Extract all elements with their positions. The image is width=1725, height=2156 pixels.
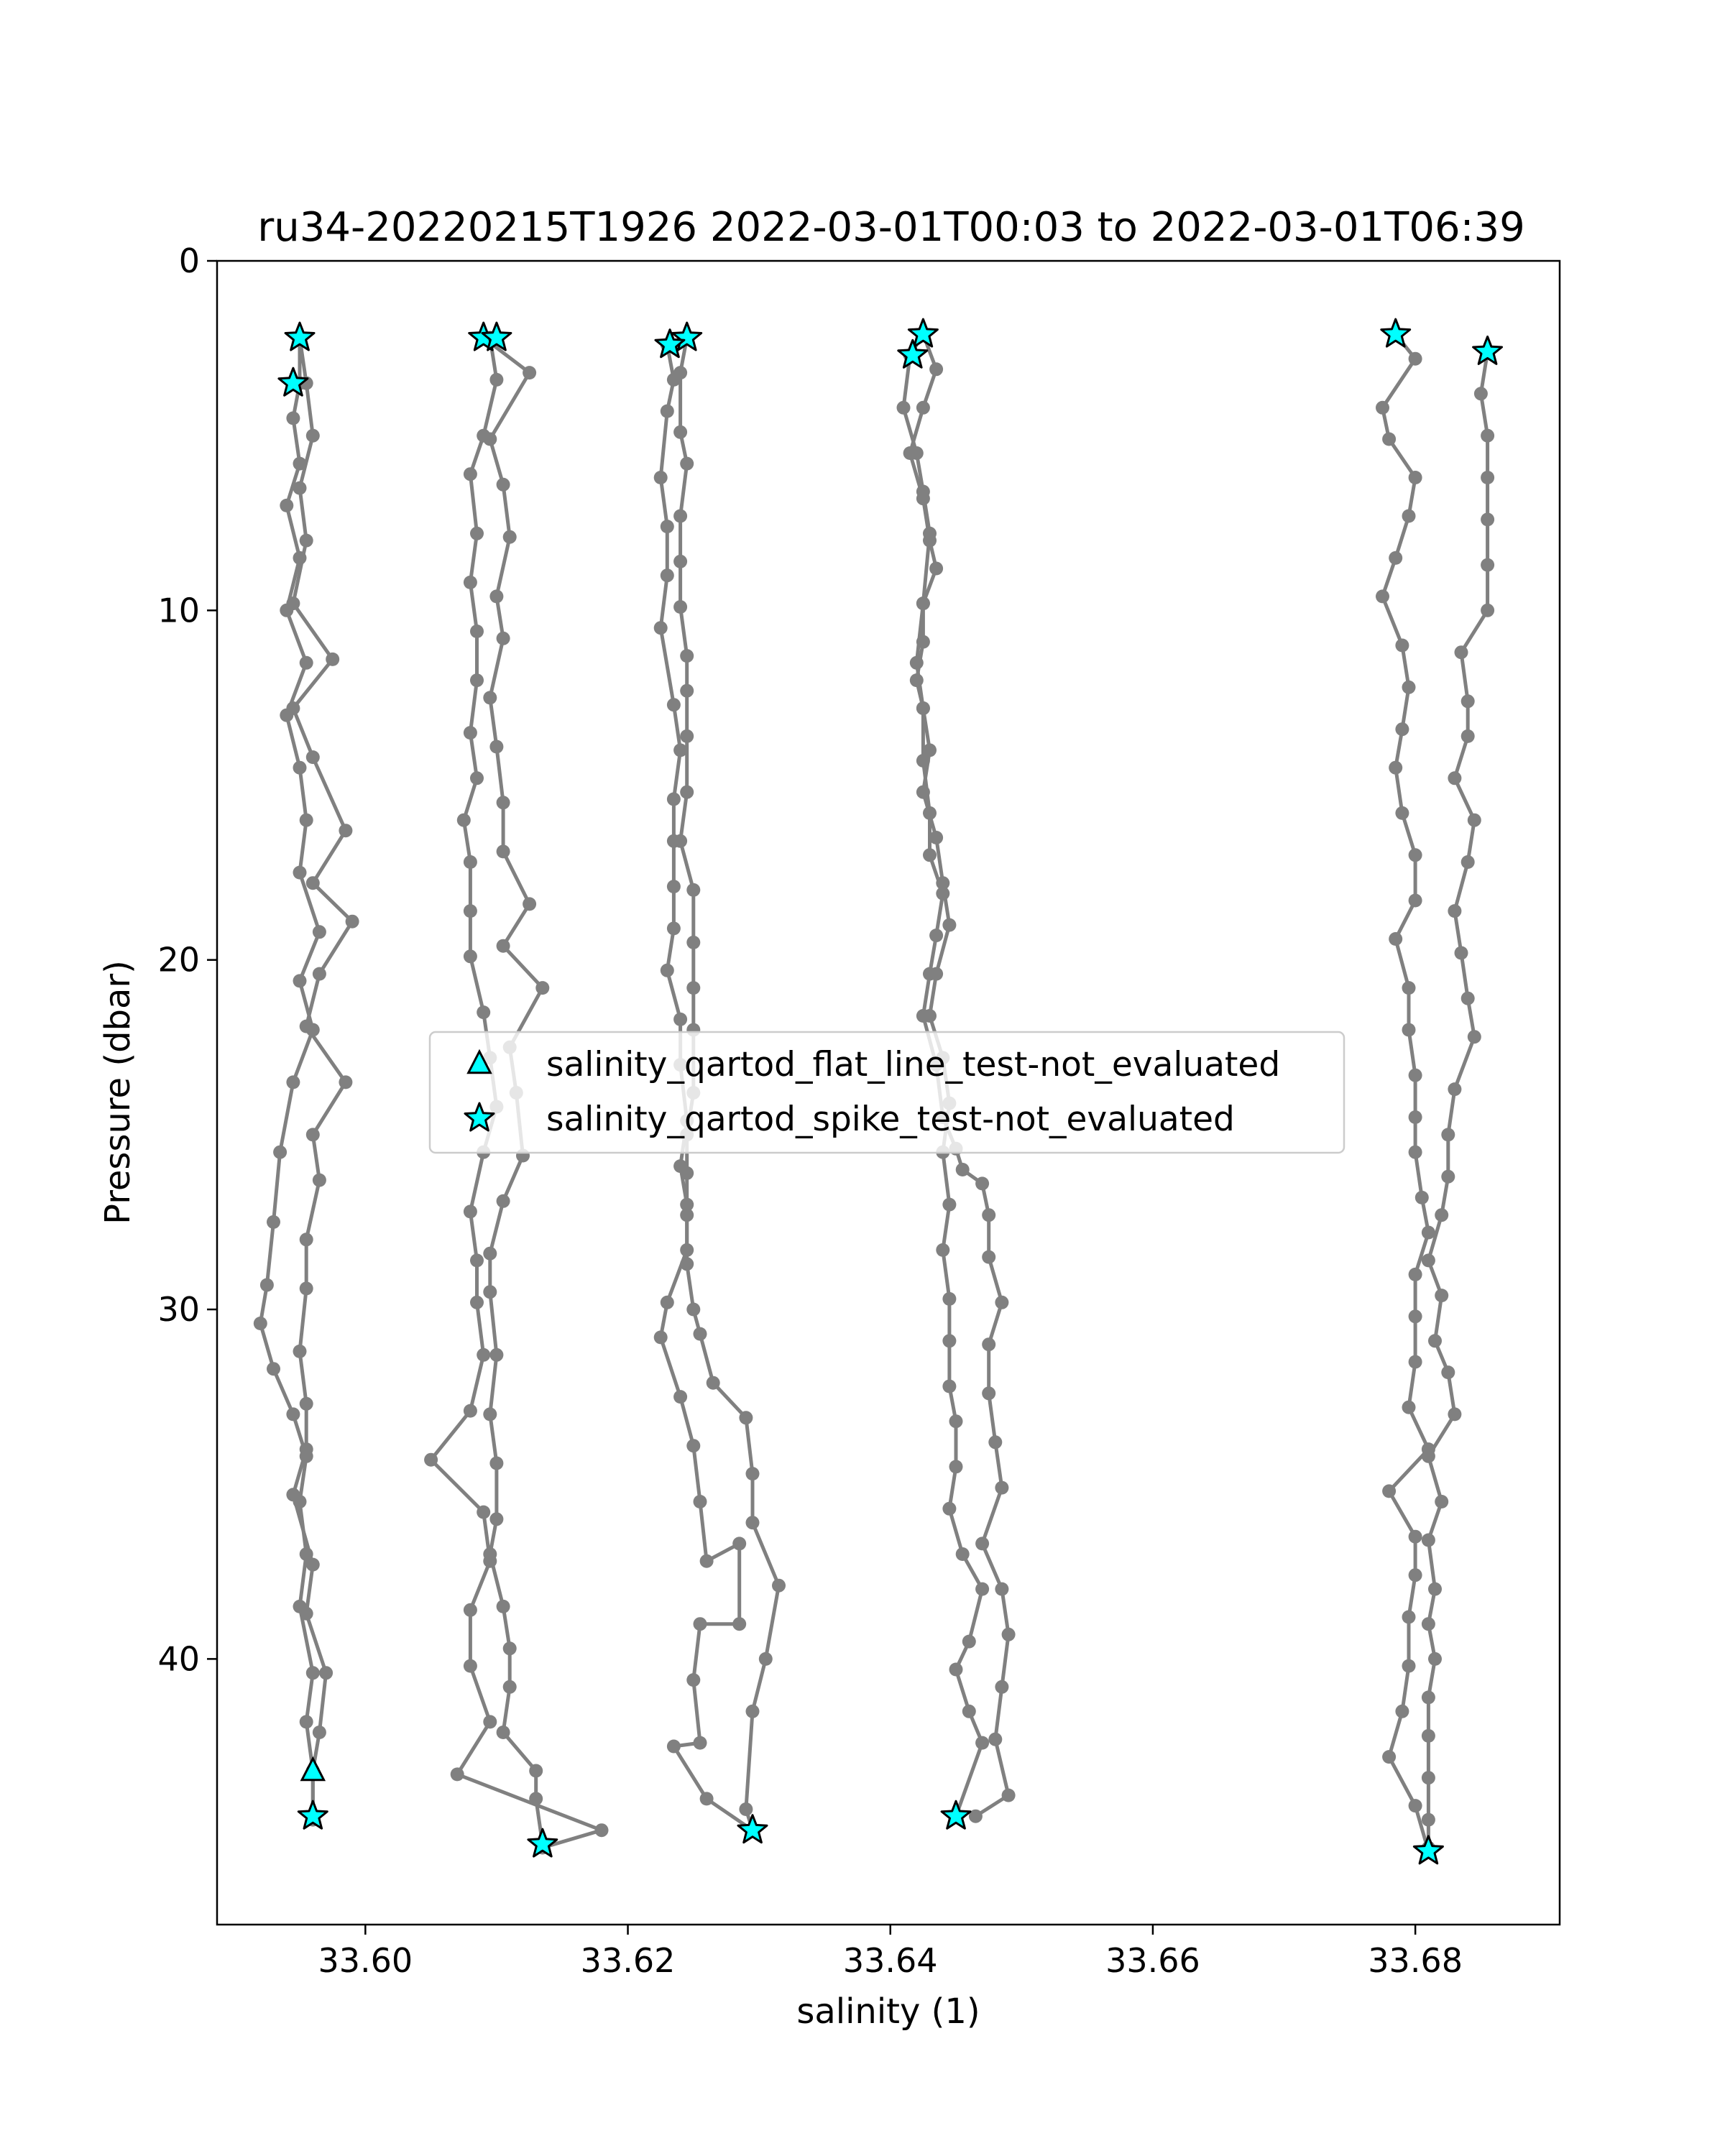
x-tick-label: 33.68: [1368, 1941, 1463, 1980]
profile-point: [929, 362, 943, 376]
profile-point: [988, 1435, 1002, 1449]
legend-label: salinity_qartod_spike_test-not_evaluated: [546, 1100, 1235, 1139]
profile-point: [1409, 848, 1422, 862]
profile-point: [1441, 1365, 1455, 1379]
profile-point: [523, 366, 536, 379]
profile-point: [673, 743, 687, 757]
profile-point: [686, 981, 700, 995]
profile-point: [1389, 551, 1402, 565]
profile-point: [732, 1617, 746, 1631]
profile-point: [497, 1600, 510, 1613]
profile-point: [923, 527, 937, 540]
profile-point: [982, 1337, 995, 1351]
profile-point: [746, 1705, 760, 1718]
profile-point: [1448, 1082, 1461, 1096]
profile-point: [300, 814, 313, 827]
profile-point: [300, 1020, 313, 1033]
profile-point: [1402, 1611, 1416, 1624]
profile-point: [477, 1506, 490, 1519]
profile-point: [982, 1208, 995, 1222]
profile-point: [1468, 814, 1481, 827]
profile-point: [300, 534, 313, 548]
profile-point: [680, 786, 694, 799]
profile-point: [464, 1404, 477, 1418]
profile-point: [680, 684, 694, 698]
profile-point: [936, 1243, 949, 1257]
profile-point: [1409, 1355, 1422, 1369]
profile-point: [739, 1411, 753, 1424]
profile-point: [464, 726, 477, 740]
profile-point: [667, 373, 681, 387]
profile-point: [667, 880, 681, 893]
profile-point: [1409, 1799, 1422, 1812]
profile-point: [483, 1407, 497, 1421]
profile-point: [694, 1327, 707, 1341]
profile-point: [929, 967, 943, 981]
profile-point: [267, 1362, 280, 1376]
profile-point: [1461, 729, 1475, 743]
profile-point: [424, 1453, 438, 1467]
profile-point: [497, 478, 510, 492]
profile-point: [1389, 932, 1402, 946]
profile-point: [286, 1488, 300, 1501]
profile-point: [300, 1607, 313, 1621]
profile-point: [286, 1075, 300, 1089]
profile-point: [523, 897, 536, 911]
profile-point: [680, 729, 694, 743]
profile-point: [497, 1194, 510, 1208]
y-tick-label: 0: [178, 241, 200, 280]
profile-point: [923, 743, 937, 757]
profile-point: [1435, 1289, 1448, 1302]
profile-point: [339, 824, 352, 837]
profile-point: [470, 673, 484, 687]
profile-point: [497, 632, 510, 645]
profile-point: [673, 1159, 687, 1173]
profile-point: [1395, 806, 1409, 820]
profile-point: [1382, 433, 1396, 446]
profile-point: [694, 1617, 707, 1631]
profile-point: [1422, 1813, 1435, 1827]
profile-point: [1481, 471, 1494, 484]
profile-point: [739, 1802, 753, 1816]
profile-point: [962, 1705, 976, 1718]
profile-point: [673, 1013, 687, 1026]
profile-point: [1402, 1401, 1416, 1414]
profile-point: [1481, 429, 1494, 443]
profile-point: [273, 1146, 287, 1159]
profile-point: [319, 1666, 333, 1680]
profile-point: [673, 600, 687, 614]
profile-point: [975, 1583, 989, 1596]
profile-point: [1402, 981, 1416, 995]
profile-point: [470, 527, 484, 540]
profile-point: [1455, 645, 1468, 659]
profile-point: [746, 1467, 760, 1480]
profile-point: [477, 1005, 490, 1019]
profile-point: [300, 656, 313, 670]
profile-point: [673, 1390, 687, 1404]
profile-point: [995, 1583, 1008, 1596]
profile-point: [529, 1764, 543, 1778]
profile-point: [995, 1481, 1008, 1495]
profile-point: [464, 949, 477, 963]
profile-point: [942, 918, 956, 932]
profile-point: [313, 967, 326, 981]
profile-point: [1402, 1023, 1416, 1037]
profile-point: [654, 471, 668, 484]
profile-point: [1002, 1789, 1016, 1802]
profile-point: [464, 1659, 477, 1673]
x-tick-label: 33.60: [318, 1941, 413, 1980]
y-tick-label: 20: [157, 940, 200, 980]
profile-point: [1461, 992, 1475, 1005]
profile-point: [982, 1386, 995, 1400]
profile-point: [661, 1296, 674, 1309]
profile-point: [1402, 1659, 1416, 1673]
profile-point: [680, 1243, 694, 1257]
profile-point: [942, 1502, 956, 1516]
profile-point: [1422, 1253, 1435, 1267]
profile-point: [1422, 1729, 1435, 1743]
profile-point: [975, 1537, 989, 1550]
profile-point: [470, 625, 484, 638]
profile-point: [686, 1303, 700, 1317]
profile-point: [1409, 1268, 1422, 1281]
profile-point: [464, 855, 477, 869]
profile-point: [661, 520, 674, 533]
profile-point: [300, 1442, 313, 1456]
profile-point: [1441, 1170, 1455, 1184]
profile-point: [306, 1128, 320, 1141]
x-tick-label: 33.64: [842, 1941, 938, 1980]
profile-point: [503, 530, 517, 544]
profile-point: [667, 834, 681, 848]
profile-point: [929, 831, 943, 844]
profile-point: [956, 1163, 970, 1176]
profile-point: [306, 1666, 320, 1680]
profile-point: [759, 1652, 773, 1666]
profile-point: [995, 1296, 1008, 1309]
profile-point: [936, 876, 949, 890]
profile-point: [1409, 1530, 1422, 1544]
profile-point: [1422, 1617, 1435, 1631]
profile-point: [535, 981, 549, 995]
profile-point: [483, 1715, 497, 1728]
profile-point: [680, 457, 694, 471]
profile-point: [1422, 1771, 1435, 1784]
profile-point: [916, 485, 930, 499]
profile-point: [300, 1281, 313, 1295]
profile-point: [962, 1635, 976, 1649]
profile-point: [503, 1680, 517, 1694]
profile-point: [772, 1579, 786, 1593]
profile-point: [942, 1292, 956, 1306]
profile-point: [746, 1516, 760, 1529]
legend-label: salinity_qartod_flat_line_test-not_evaluated: [546, 1045, 1281, 1084]
x-tick-label: 33.62: [580, 1941, 676, 1980]
profile-point: [1395, 639, 1409, 653]
profile-point: [1435, 1495, 1448, 1508]
profile-point: [470, 1253, 484, 1267]
profile-point: [1409, 894, 1422, 908]
profile-point: [1461, 694, 1475, 708]
profile-point: [286, 701, 300, 715]
profile-point: [1395, 1705, 1409, 1718]
profile-point: [260, 1279, 274, 1292]
profile-point: [1409, 471, 1422, 484]
profile-point: [923, 1009, 937, 1023]
profile-point: [1389, 761, 1402, 775]
profile-point: [483, 1285, 497, 1299]
profile-point: [673, 555, 687, 568]
profile-point: [667, 793, 681, 806]
profile-point: [464, 467, 477, 481]
profile-point: [661, 964, 674, 977]
profile-point: [1409, 1069, 1422, 1082]
profile-point: [1002, 1628, 1016, 1641]
profile-point: [1415, 1191, 1429, 1204]
profile-point: [942, 1334, 956, 1348]
legend-entry: [469, 1045, 1280, 1084]
profile-point: [916, 701, 930, 715]
profile-point: [942, 1380, 956, 1393]
profile-point: [267, 1215, 280, 1229]
profile-point: [497, 1726, 510, 1739]
profile-point: [293, 761, 307, 775]
profile-point: [1468, 1030, 1481, 1044]
profile-point: [949, 1663, 963, 1677]
profile-point: [286, 411, 300, 425]
profile-point: [326, 653, 339, 666]
profile-point: [686, 1439, 700, 1452]
profile-point: [489, 373, 503, 387]
profile-point: [929, 562, 943, 576]
profile-point: [595, 1823, 609, 1837]
y-axis-label: Pressure (dbar): [98, 960, 138, 1225]
profile-point: [1409, 1110, 1422, 1124]
profile-point: [910, 446, 924, 460]
profile-point: [503, 1641, 517, 1655]
profile-point: [995, 1680, 1008, 1694]
profile-point: [1422, 1690, 1435, 1704]
profile-point: [673, 425, 687, 439]
profile-point: [1422, 1450, 1435, 1463]
profile-point: [654, 1330, 668, 1344]
x-tick-label: 33.66: [1105, 1941, 1200, 1980]
profile-point: [286, 596, 300, 610]
profile-point: [1422, 1226, 1435, 1240]
profile-point: [680, 1198, 694, 1212]
profile-point: [686, 1673, 700, 1687]
profile-point: [1435, 1208, 1448, 1222]
profile-point: [1402, 681, 1416, 694]
profile-point: [483, 1547, 497, 1561]
profile-point: [464, 1204, 477, 1218]
profile-point: [293, 1345, 307, 1358]
profile-point: [497, 939, 510, 953]
profile-point: [300, 1397, 313, 1411]
profile-point: [1382, 1750, 1396, 1764]
profile-point: [1428, 1652, 1442, 1666]
profile-point: [686, 883, 700, 897]
profile-point: [694, 1495, 707, 1508]
profile-point: [1422, 1534, 1435, 1547]
profile-point: [293, 482, 307, 495]
chart-title: ru34-20220215T1926 2022-03-01T00:03 to 2022-03-01T06:39: [257, 204, 1525, 251]
profile-point: [483, 691, 497, 704]
y-tick-label: 10: [157, 591, 200, 630]
profile-point: [1376, 401, 1389, 415]
profile-point: [910, 656, 924, 670]
profile-point: [1461, 855, 1475, 869]
profile-point: [489, 1348, 503, 1362]
profile-point: [654, 621, 668, 635]
profile-point: [1382, 1484, 1396, 1498]
profile-point: [673, 510, 687, 523]
profile-point: [694, 1736, 707, 1750]
profile-point: [464, 576, 477, 589]
profile-point: [1455, 946, 1468, 960]
profile-point: [464, 904, 477, 918]
profile-point: [470, 1296, 484, 1309]
profile-point: [306, 1558, 320, 1572]
profile-point: [497, 844, 510, 858]
profile-point: [1409, 1309, 1422, 1323]
profile-point: [313, 1174, 326, 1187]
y-tick-label: 40: [157, 1639, 200, 1679]
profile-point: [529, 1792, 543, 1805]
profile-point: [293, 974, 307, 987]
profile-point: [346, 915, 359, 929]
profile-point: [686, 936, 700, 949]
profile-point: [942, 1198, 956, 1212]
profile-point: [732, 1537, 746, 1550]
profile-point: [667, 698, 681, 711]
profile-point: [489, 1457, 503, 1470]
profile-point: [982, 1250, 995, 1264]
profile-point: [306, 876, 320, 890]
profile-point: [667, 1740, 681, 1754]
profile-point: [1448, 904, 1461, 918]
profile-point: [300, 1233, 313, 1246]
profile-point: [975, 1736, 989, 1750]
profile-point: [489, 589, 503, 603]
profile-point: [1402, 510, 1416, 523]
profile-point: [988, 1733, 1002, 1746]
profile-point: [929, 929, 943, 942]
profile-point: [483, 433, 497, 446]
profile-point: [306, 429, 320, 443]
y-tick-label: 30: [157, 1290, 200, 1330]
profile-point: [489, 1512, 503, 1526]
profile-point: [1395, 722, 1409, 736]
profile-point: [707, 1376, 720, 1390]
profile-point: [949, 1414, 963, 1428]
profile-point: [1409, 352, 1422, 366]
x-axis-label: salinity (1): [796, 1991, 980, 2032]
profile-point: [956, 1547, 970, 1561]
profile-point: [700, 1792, 714, 1805]
profile-point: [1428, 1334, 1442, 1348]
profile-point: [339, 1075, 352, 1089]
profile-point: [1409, 1568, 1422, 1582]
profile-point: [1448, 771, 1461, 785]
profile-point: [477, 1348, 490, 1362]
profile-point: [916, 786, 930, 799]
profile-point: [483, 1247, 497, 1261]
profile-point: [1441, 1128, 1455, 1141]
profile-point: [1376, 589, 1389, 603]
profile-point: [975, 1176, 989, 1190]
profile-point: [1428, 1583, 1442, 1596]
profile-point: [313, 1726, 326, 1739]
profile-point: [1481, 558, 1494, 572]
profile-point: [1481, 512, 1494, 526]
profile-point: [293, 866, 307, 880]
profile-point: [254, 1317, 267, 1330]
profile-point: [300, 1715, 313, 1728]
profile-point: [680, 649, 694, 663]
profile-point: [667, 921, 681, 935]
profile-point: [949, 1460, 963, 1473]
profile-point: [464, 1603, 477, 1617]
profile-point: [280, 499, 293, 512]
profile-point: [1448, 1407, 1461, 1421]
profile-point: [661, 405, 674, 418]
legend: [430, 1032, 1344, 1153]
profile-point: [1481, 604, 1494, 617]
profile-point: [306, 750, 320, 764]
profile-point: [897, 401, 911, 415]
profile-point: [923, 848, 937, 862]
profile-point: [661, 568, 674, 582]
legend-entry: [465, 1100, 1235, 1139]
profile-point: [286, 1407, 300, 1421]
profile-point: [1474, 387, 1488, 400]
profile-point: [470, 771, 484, 785]
profile-point: [700, 1554, 714, 1568]
profile-point: [916, 401, 930, 415]
profile-point: [451, 1767, 464, 1781]
profile-point: [489, 740, 503, 754]
profile-point: [313, 925, 326, 939]
profile-point: [457, 814, 471, 827]
profile-point: [497, 796, 510, 809]
profile-point: [916, 596, 930, 610]
profile-point: [1409, 1146, 1422, 1159]
